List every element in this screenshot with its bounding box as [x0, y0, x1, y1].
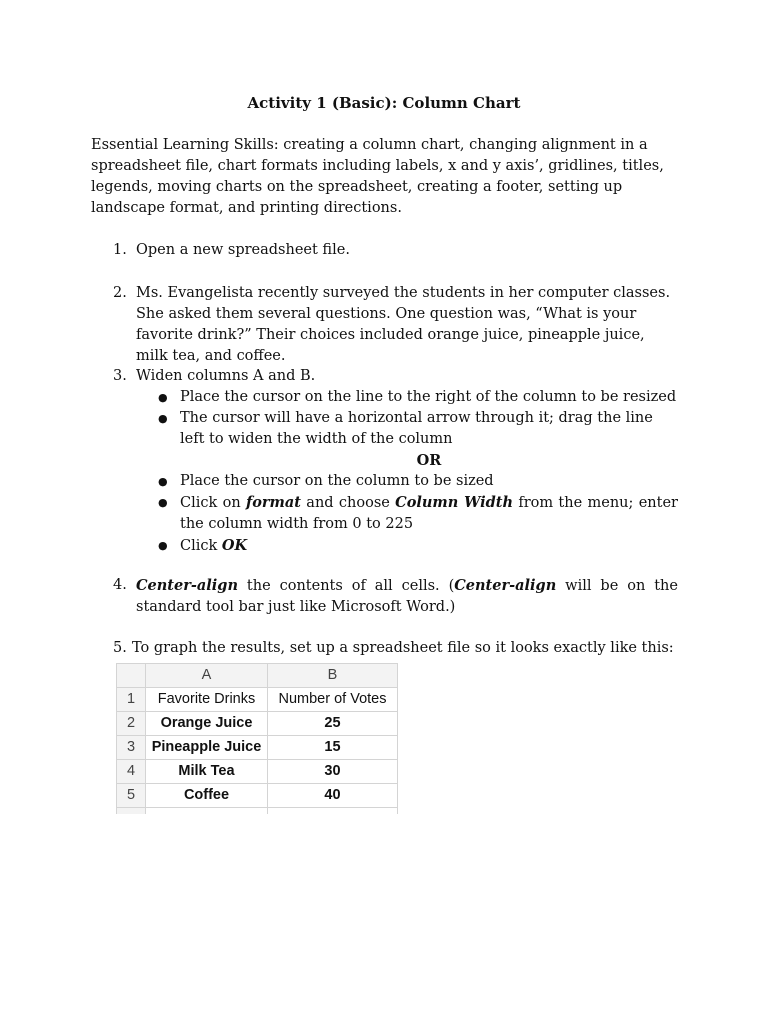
step-2: [113, 283, 678, 367]
spreadsheet-table: [116, 663, 398, 814]
page-title: Activity 1 (Basic): Column Chart: [247, 94, 521, 112]
bullet-item: ● Place the cursor on the column to be sized: [158, 471, 678, 492]
table-row: [117, 736, 398, 760]
cell-b4: 30: [268, 760, 398, 784]
step-number: 1.: [113, 242, 127, 258]
bullet-item: ● Click on format and choose Column Width from the menu; enter the column width from 0 to 225: [158, 494, 678, 532]
cell-a1: Favorite Drinks: [146, 688, 268, 712]
step-text: Open a new spreadsheet file.: [136, 242, 350, 258]
bullet-icon: ●: [158, 539, 168, 552]
bullet-item: ● Click OK: [158, 537, 248, 554]
step-text: Center-align the contents of all cells. (Center-align will be on the standard tool bar just like Microsoft Word.): [136, 577, 678, 615]
row-number: 5: [117, 784, 146, 808]
cell-a3: Pineapple Juice: [146, 736, 268, 760]
bullet-icon: ●: [158, 496, 168, 509]
row-number: 4: [117, 760, 146, 784]
step-3: [113, 366, 678, 557]
row-number: 2: [117, 712, 146, 736]
cell-a2: Orange Juice: [146, 712, 268, 736]
table-row-partial: [117, 808, 398, 815]
cell-b2: 25: [268, 712, 398, 736]
table-row: [117, 688, 398, 712]
step-4: [113, 575, 678, 618]
column-header-a: A: [146, 664, 268, 688]
cell-b1: Number of Votes: [268, 688, 398, 712]
ok-term: OK: [221, 537, 248, 554]
format-term: format: [246, 494, 301, 511]
bullet-list: [158, 387, 678, 450]
step-number: 3.: [113, 368, 127, 384]
step-number: 4.: [113, 577, 127, 593]
table-row: [117, 760, 398, 784]
column-header-b: B: [268, 664, 398, 688]
corner-cell: [117, 664, 146, 688]
row-number: 1: [117, 688, 146, 712]
center-align-term: Center-align: [136, 577, 238, 594]
center-align-term: Center-align: [454, 577, 557, 594]
cell-b3: 15: [268, 736, 398, 760]
step-text: To graph the results, set up a spreadsheet file so it looks exactly like this:: [132, 640, 674, 656]
bullet-icon: ●: [158, 412, 168, 425]
step-number: 2.: [113, 285, 127, 301]
bullet-list: [158, 471, 678, 557]
cell-b5: 40: [268, 784, 398, 808]
step-number: 5.: [113, 640, 127, 656]
column-header-row: [117, 664, 398, 688]
bullet-item: ● The cursor will have a horizontal arrow through it; drag the line left to widen the width of the column: [158, 410, 653, 447]
step-text: Ms. Evangelista recently surveyed the students in her computer classes. She asked them several questions. One question was, “What is your favorite drink?” Their choices included orange juice, pineapple juice, milk tea, and coffee.: [136, 285, 671, 364]
column-width-term: Column Width: [395, 494, 513, 511]
cell-a4: Milk Tea: [146, 760, 268, 784]
step-1: [113, 240, 678, 261]
cell-a5: Coffee: [146, 784, 268, 808]
row-number: 3: [117, 736, 146, 760]
step-5: [113, 638, 678, 659]
bullet-item: ● Place the cursor on the line to the right of the column to be resized: [158, 387, 678, 408]
table-row: [117, 784, 398, 808]
step-text: Widen columns A and B.: [136, 368, 316, 384]
table-row: [117, 712, 398, 736]
intro-paragraph: Essential Learning Skills: creating a column chart, changing alignment in a spreadsheet file, chart formats including labels, x and y axis’, gridlines, titles, legends, moving charts on the spreadsheet, creating a footer, setting up landscape format, and printing directions.: [91, 137, 664, 216]
bullet-icon: ●: [158, 475, 168, 488]
bullet-icon: ●: [158, 391, 168, 404]
or-divider: OR: [416, 452, 442, 469]
